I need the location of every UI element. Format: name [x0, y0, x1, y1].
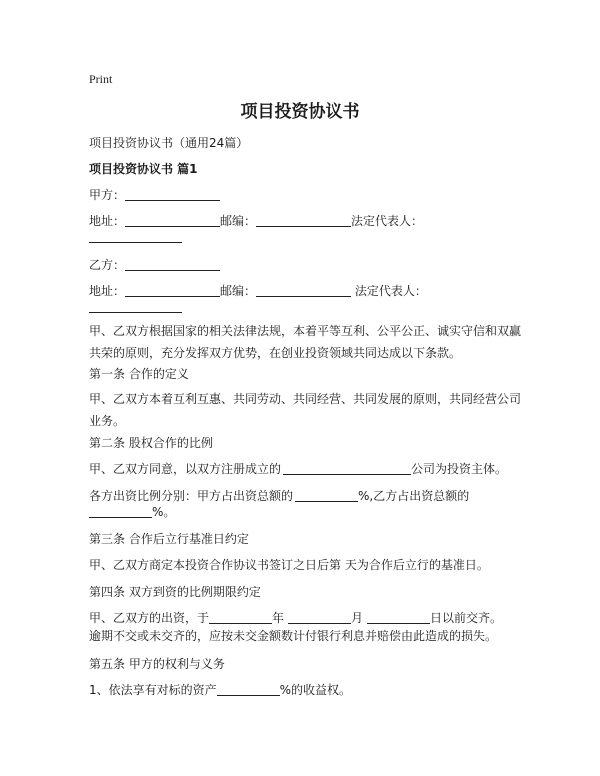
- article-2-paragraph-1: [89, 462, 507, 476]
- document-subtitle: 项目投资协议书（通用24篇）: [89, 136, 249, 150]
- party-a-address-row: [89, 214, 423, 228]
- article-1-line-1: 甲、乙双方本着互利互惠、共同劳动、共同经营、共同发展的原则，共同经营公司: [89, 392, 522, 406]
- article-4-title: 第四条 双方到资的比例期限约定: [89, 585, 261, 599]
- postcode-blank-b: [256, 284, 351, 297]
- print-link[interactable]: Print: [89, 72, 113, 86]
- intro-paragraph: [89, 320, 522, 364]
- address-blank-a: [125, 214, 220, 227]
- article-5-item-1-text-b: %的收益权。: [279, 683, 352, 697]
- address-blank-b: [125, 284, 220, 297]
- article-2-p2-text-a: 各方出资比例分别：甲方占出资总额的: [89, 489, 294, 503]
- article-4-text-a: 甲、乙双方的出资，于: [89, 611, 210, 625]
- article-2-p1-text-b: 公司为投资主体。: [411, 462, 508, 476]
- article-4-paragraph: [89, 611, 502, 625]
- party-a-row: [89, 188, 220, 202]
- postcode-label-a: 邮编：: [220, 214, 257, 228]
- legal-rep-blank-a: [89, 230, 182, 243]
- article-2-p2-text-c: %。: [152, 505, 176, 519]
- party-a-label: 甲方：: [89, 188, 126, 202]
- article-1-title: 第一条 合作的定义: [89, 367, 189, 381]
- postcode-blank-a: [256, 214, 351, 227]
- article-1-paragraph: [89, 388, 522, 432]
- article-3-title: 第三条 合作后立行基准日约定: [89, 532, 249, 546]
- legal-rep-a-row: [89, 230, 182, 244]
- party-b-row: [89, 258, 220, 272]
- postcode-label-b: 邮编：: [220, 284, 257, 298]
- article-2-paragraph-2-cont: [89, 505, 175, 519]
- party-a-share-blank: [295, 489, 358, 502]
- legal-rep-b-row: [89, 300, 182, 314]
- party-b-address-row: [89, 284, 427, 298]
- month-blank: [288, 611, 351, 624]
- party-b-label: 乙方：: [89, 258, 126, 272]
- legal-rep-label-b: 法定代表人：: [351, 284, 427, 298]
- year-blank: [209, 611, 272, 624]
- legal-rep-label-a: 法定代表人：: [351, 214, 424, 228]
- intro-line-1: 甲、乙双方根据国家的相关法律法规，本着平等互利、公平公正、诚实守信和双赢: [89, 324, 522, 338]
- article-2-paragraph-2: [89, 489, 469, 503]
- article-5-item-1: [89, 683, 351, 697]
- section-heading: 项目投资协议书 篇1: [89, 162, 198, 176]
- party-b-blank: [125, 258, 220, 271]
- article-4-line-2: 逾期不交或未交齐的，应按未交金额数计付银行利息并赔偿由此造成的损失。: [89, 629, 498, 643]
- party-b-share-blank: [89, 505, 152, 518]
- article-2-title: 第二条 股权合作的比例: [89, 436, 213, 450]
- legal-rep-blank-b: [89, 300, 182, 313]
- article-5-title: 第五条 甲方的权利与义务: [89, 657, 225, 671]
- document-title: 项目投资协议书: [240, 102, 360, 122]
- day-blank: [367, 611, 430, 624]
- intro-line-2: 共荣的原则，充分发挥双方优势，在创业投资领域共同达成以下条款。: [89, 346, 462, 360]
- day-label: 日以前交齐。: [430, 611, 503, 625]
- company-name-blank: [283, 462, 411, 475]
- party-a-blank: [125, 188, 220, 201]
- asset-share-blank: [217, 683, 280, 696]
- article-5-item-1-text-a: 1、依法享有对标的资产: [89, 683, 217, 697]
- month-label: 月: [351, 611, 364, 625]
- article-2-p2-text-b: %,乙方占出资总额的: [358, 489, 470, 503]
- article-2-p1-text-a: 甲、乙双方同意，以双方注册成立的: [89, 462, 282, 476]
- address-label-b: 地址：: [89, 284, 126, 298]
- article-3-paragraph: 甲、乙双方商定本投资合作协议书签订之日后第 天为合作后立行的基准日。: [89, 558, 489, 572]
- address-label-a: 地址：: [89, 214, 126, 228]
- article-1-line-2: 业务。: [89, 414, 126, 428]
- year-label: 年: [272, 611, 285, 625]
